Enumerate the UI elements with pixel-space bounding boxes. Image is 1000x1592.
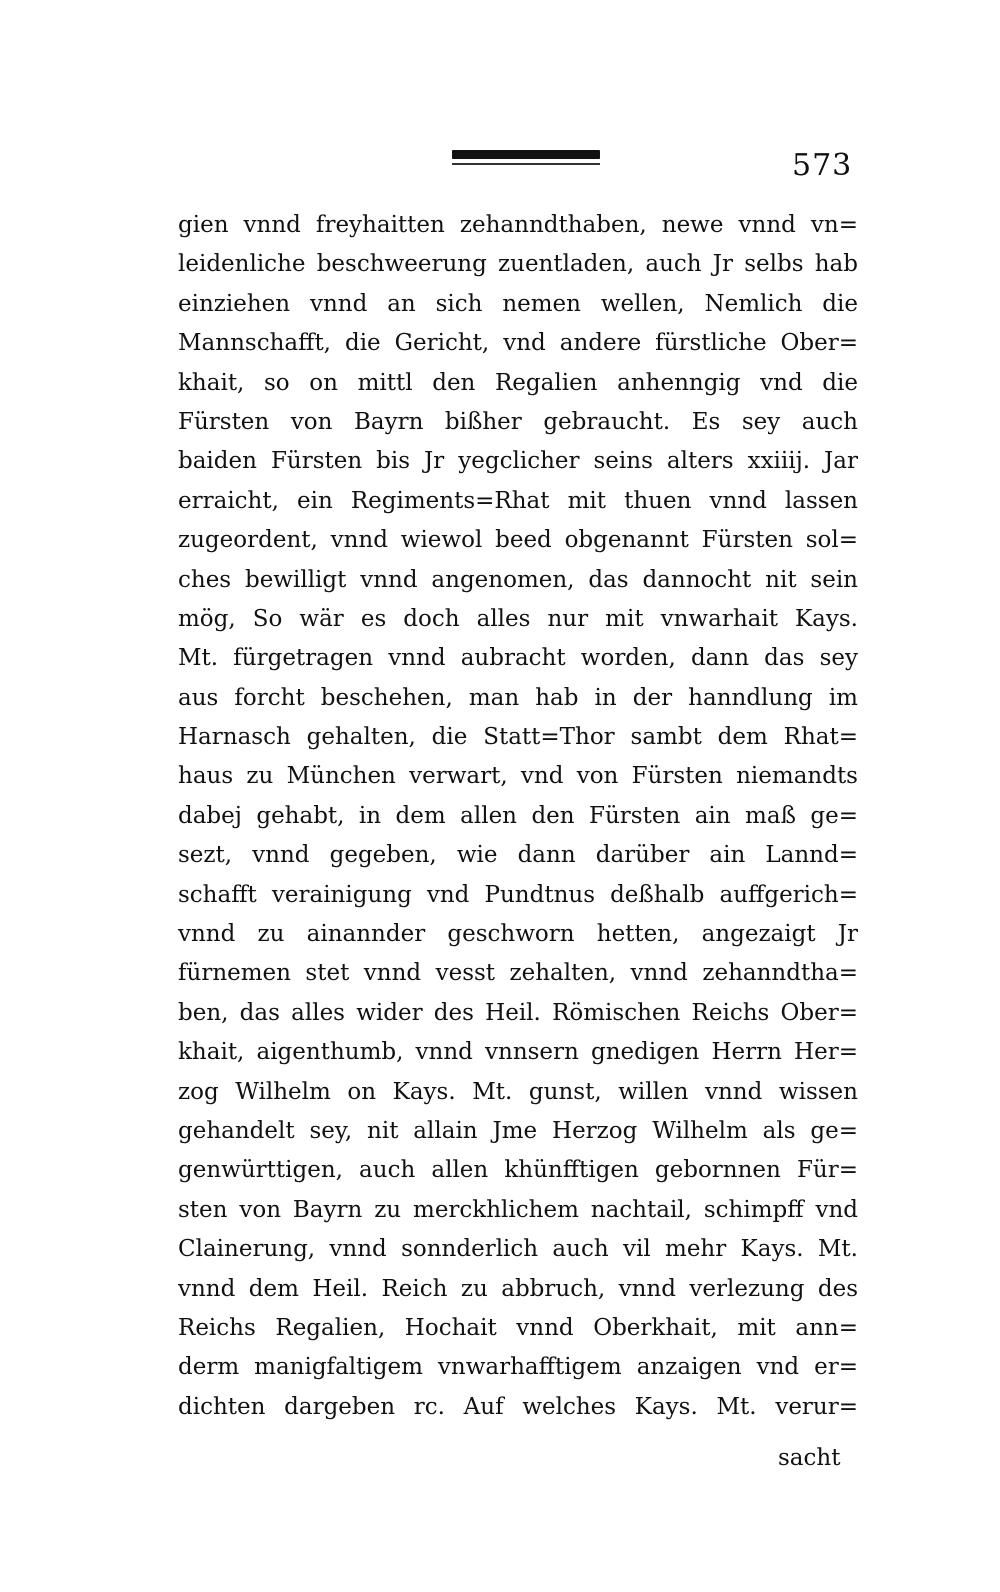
text-line: khait, so on mittl den Regalien anhenngig vnd die <box>178 369 858 396</box>
text-line: einziehen vnnd an sich nemen wellen, Nemlich die <box>178 290 858 317</box>
text-line: Clainerung, vnnd sonnderlich auch vil mehr Kays. Mt. <box>178 1236 858 1263</box>
text-line: gehandelt sey, nit allain Jme Herzog Wilhelm als ge= <box>178 1117 858 1144</box>
header-ornament-rule <box>452 146 600 168</box>
ornament-bar <box>452 150 600 159</box>
text-line: schafft verainigung vnd Pundtnus deßhalb auffgerich= <box>178 881 858 908</box>
text-line: ches bewilligt vnnd angenomen, das dannocht nit sein <box>178 566 858 593</box>
text-line: mög, So wär es doch alles nur mit vnwarhait Kays. <box>178 605 858 632</box>
page-number: 573 <box>792 148 853 183</box>
text-line: gien vnnd freyhaitten zehanndthaben, newe vnnd vn= <box>178 212 858 238</box>
text-line: erraicht, ein Regiments=Rhat mit thuen vnnd lassen <box>178 487 858 514</box>
text-line: fürnemen stet vnnd vesst zehalten, vnnd zehanndtha= <box>178 960 858 987</box>
text-line: dichten dargeben rc. Auf welches Kays. Mt. verur= <box>178 1393 858 1420</box>
text-line: aus forcht beschehen, man hab in der hanndlung im <box>178 684 858 711</box>
text-line: vnnd dem Heil. Reich zu abbruch, vnnd verlezung des <box>178 1275 858 1302</box>
body-text <box>178 206 858 1427</box>
text-line: leidenliche beschweerung zuentladen, auch Jr selbs hab <box>178 251 858 278</box>
catchword: sacht <box>778 1445 841 1471</box>
text-line: sezt, vnnd gegeben, wie dann darüber ain Lannd= <box>178 842 858 869</box>
text-line: haus zu München verwart, vnd von Fürsten niemandts <box>178 763 858 790</box>
text-line: Harnasch gehalten, die Statt=Thor sambt dem Rhat= <box>178 724 858 751</box>
text-line: baiden Fürsten bis Jr yegclicher seins alters xxiiij. Jar <box>178 448 858 475</box>
text-line: khait, aigenthumb, vnnd vnnsern gnedigen Herrn Her= <box>178 1039 858 1066</box>
text-line: derm manigfaltigem vnwarhafftigem anzaigen vnd er= <box>178 1354 858 1381</box>
text-line: dabej gehabt, in dem allen den Fürsten ain maß ge= <box>178 802 858 829</box>
ornament-line <box>452 163 600 165</box>
text-line: zog Wilhelm on Kays. Mt. gunst, willen vnnd wissen <box>178 1078 858 1105</box>
text-line: genwürttigen, auch allen khünfftigen gebornnen Für= <box>178 1157 858 1184</box>
text-line: Mt. fürgetragen vnnd aubracht worden, dann das sey <box>178 645 858 672</box>
text-line: Fürsten von Bayrn bißher gebraucht. Es sey auch <box>178 408 858 435</box>
text-line: vnnd zu ainannder geschworn hetten, angezaigt Jr <box>178 921 858 948</box>
text-line: zugeordent, vnnd wiewol beed obgenannt Fürsten sol= <box>178 527 858 554</box>
text-line: Mannschafft, die Gericht, vnd andere fürstliche Ober= <box>178 330 858 357</box>
text-line: ben, das alles wider des Heil. Römischen Reichs Ober= <box>178 999 858 1026</box>
text-line: sten von Bayrn zu merckhlichem nachtail, schimpff vnd <box>178 1196 858 1223</box>
text-line: Reichs Regalien, Hochait vnnd Oberkhait, mit ann= <box>178 1314 858 1341</box>
